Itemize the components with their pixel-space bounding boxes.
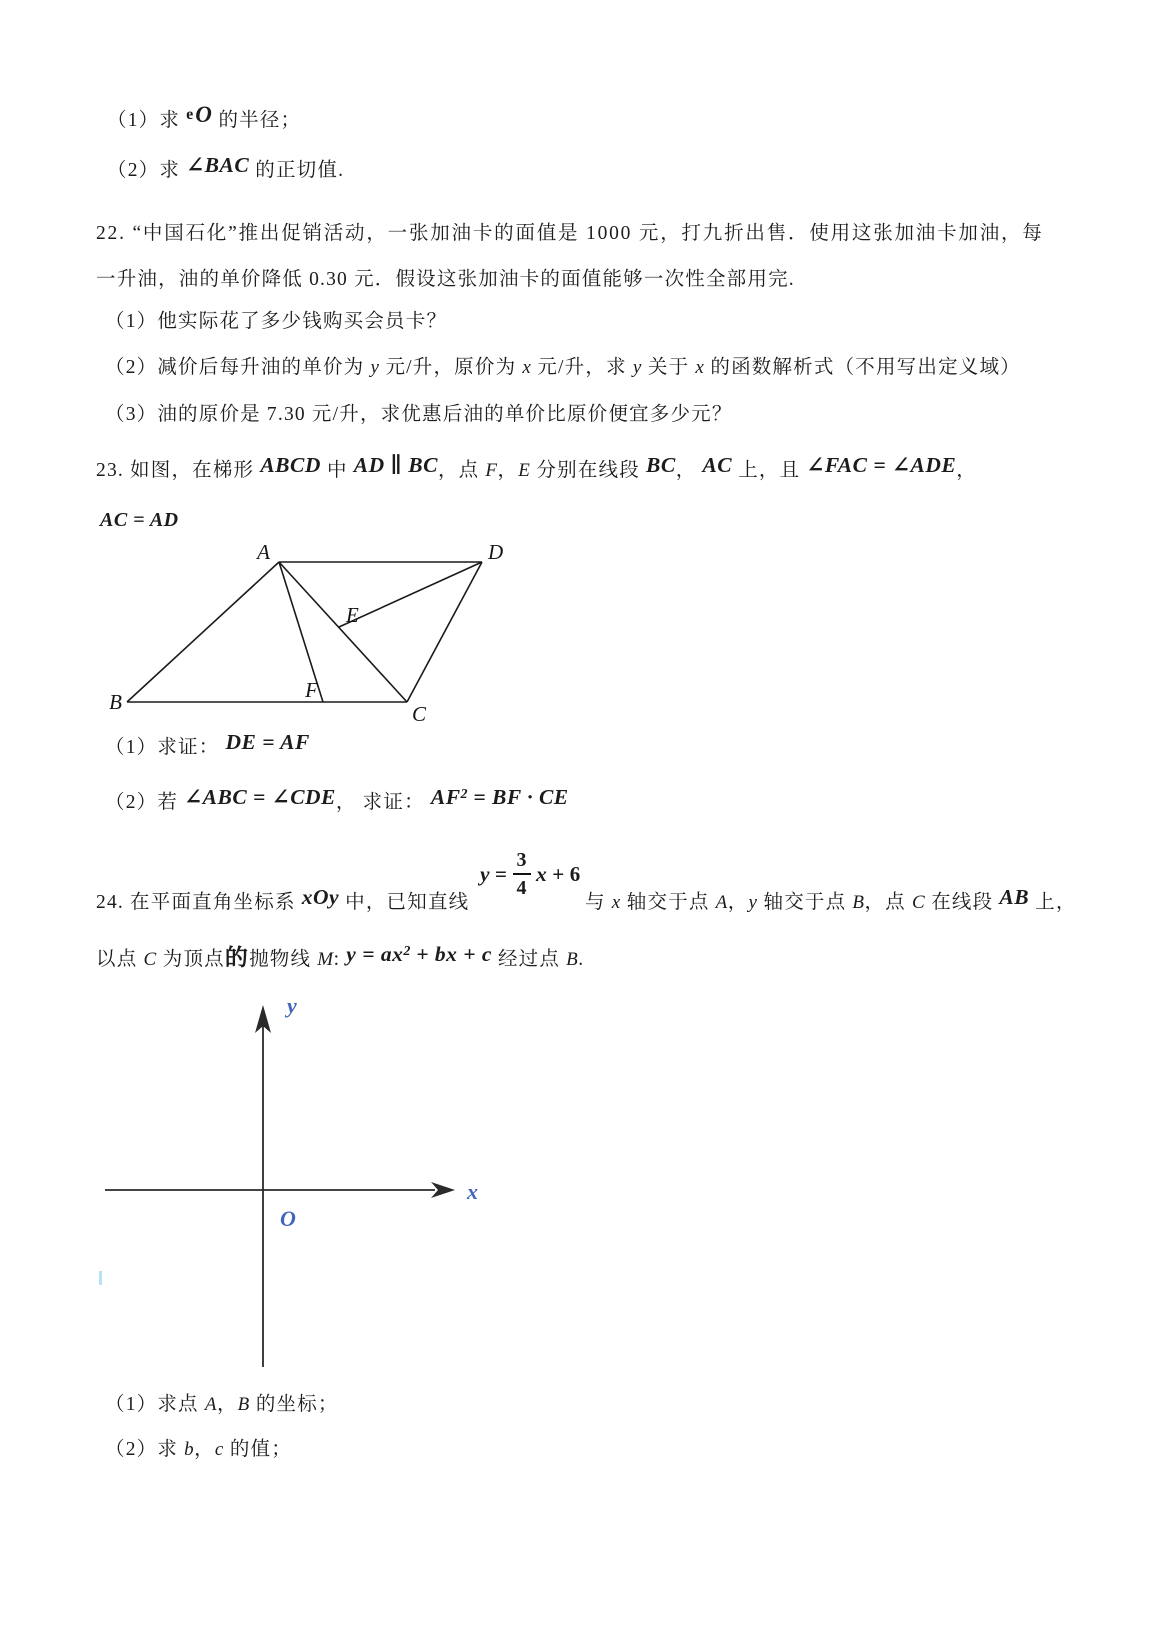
p21-q1-circle-o: O xyxy=(195,102,213,127)
eq-fraction-denominator: 4 xyxy=(513,873,532,898)
p24-line2-var-c: C xyxy=(143,949,157,970)
p22-q2-s3: 关于 xyxy=(641,357,696,378)
p22-q2-s0: （2）减价后每升油的单价为 xyxy=(105,357,371,378)
segment-ed xyxy=(339,562,482,627)
problem-22-line1 xyxy=(96,221,1044,246)
eq-equals: = xyxy=(495,861,508,886)
p24-intro2-var-b: B xyxy=(852,892,865,913)
circle-symbol: e xyxy=(186,106,196,123)
p23-intro-s7: ， xyxy=(956,460,977,481)
p24-intro-s1: 中，已知直线 xyxy=(339,892,470,913)
problem-22-q1 xyxy=(105,309,447,334)
p24-q1-var-a: A xyxy=(204,1394,217,1415)
problem-21-part2 xyxy=(107,152,344,183)
p23-cond-ac-ad: AC = AD xyxy=(100,509,179,531)
p24-intro-xoy: xOy xyxy=(301,885,340,909)
p23-intro-angles: ∠FAC = ∠ADE xyxy=(806,453,957,477)
eq-lhs-y: y xyxy=(480,861,491,886)
p22-line1-text: 22. “中国石化”推出促销活动，一张加油卡的面值是 1000 元，打九折出售．使用这张加油卡加油，每 xyxy=(96,223,1044,244)
p24-line2-s1: 为顶点 xyxy=(156,949,225,970)
p22-line2-text: 一升油，油的单价降低 0.30 元．假设这张加油卡的面值能够一次性全部用完. xyxy=(96,269,795,290)
p24-line2-s3: : xyxy=(333,949,347,970)
p24-intro2-s0: 与 xyxy=(585,892,612,913)
x-axis-label: x xyxy=(467,1179,478,1204)
p24-line2-de-bold: 的 xyxy=(224,945,250,970)
p24-line2-s0: 以点 xyxy=(96,949,144,970)
eq-var-x: x xyxy=(536,861,548,886)
axes-labels xyxy=(280,993,478,1231)
p23-q2-af-superscript: 2 xyxy=(460,787,468,802)
p24-q2-s2: 的值； xyxy=(223,1439,292,1460)
p24-q2-s1: ， xyxy=(194,1439,215,1460)
p24-line2-var-m: M xyxy=(317,949,334,970)
p24-intro2-s5: 在线段 xyxy=(925,892,1000,913)
p23-q1-de-af: DE = AF xyxy=(225,730,310,754)
p23-q1-pre: （1）求证： xyxy=(105,737,226,758)
p24-line2-superscript: 2 xyxy=(403,944,411,959)
p23-intro-s0: 23. 如图，在梯形 xyxy=(96,460,261,481)
p24-q2-var-b: b xyxy=(184,1439,195,1460)
p24-line2-s5: . xyxy=(578,949,585,970)
p21-q1-post: 的半径； xyxy=(212,110,302,131)
p24-q1-s2: 的坐标； xyxy=(249,1394,339,1415)
problem-24-intro-right xyxy=(585,884,1077,916)
p24-q1-s0: （1）求点 xyxy=(105,1394,205,1415)
p24-line2-s4: 经过点 xyxy=(491,949,567,970)
p24-intro2-s2: ， xyxy=(727,892,749,913)
p24-intro2-var-c: C xyxy=(911,892,926,913)
p24-line2-var-b: B xyxy=(566,949,579,970)
eq-plus: + xyxy=(552,861,565,886)
p22-q2-s2: 元/升，求 xyxy=(531,357,633,378)
p21-q2-angle: ∠BAC xyxy=(186,153,250,177)
p23-intro-var-f: F xyxy=(485,460,498,481)
p22-q2-var-x: x xyxy=(522,357,532,378)
point-label-f: F xyxy=(305,678,318,702)
p23-intro-s5: ， xyxy=(675,460,703,481)
eq-fraction-numerator: 3 xyxy=(516,849,528,871)
eq-const-6: 6 xyxy=(569,861,581,886)
p23-intro-ac: AC xyxy=(702,453,733,477)
p23-q2-af: AF xyxy=(430,785,461,809)
p24-intro2-var-a: A xyxy=(715,892,728,913)
p23-intro-bc: BC xyxy=(646,453,676,477)
p22-q2-s4: 的函数解析式（不用写出定义域） xyxy=(704,357,1021,378)
p22-q2-var-y2: y xyxy=(632,357,642,378)
p24-q2-s0: （2）求 xyxy=(105,1439,185,1460)
p23-intro-s4: 分别在线段 xyxy=(530,460,646,481)
p23-q2-s1: ， 求证： xyxy=(335,792,431,813)
p24-intro2-var-y: y xyxy=(748,892,758,913)
p24-q1-var-b: B xyxy=(237,1394,250,1415)
point-label-e: E xyxy=(346,603,359,627)
problem-22-q2 xyxy=(105,355,1021,381)
p23-intro-ad-parallel-bc: AD ∥ BC xyxy=(353,453,438,477)
problem-24-intro-left xyxy=(96,884,469,915)
segment-ac xyxy=(279,562,407,702)
p23-intro-s1: 中 xyxy=(320,460,354,481)
figure-trapezoid-abcd xyxy=(100,527,520,729)
vertex-label-a: A xyxy=(257,540,270,564)
p24-intro2-s6: 上， xyxy=(1029,892,1077,913)
problem-21-part1 xyxy=(107,100,301,133)
problem-24-line2 xyxy=(96,941,584,973)
p24-intro2-s1: 轴交于点 xyxy=(620,892,716,913)
p24-intro2-s3: 轴交于点 xyxy=(757,892,853,913)
axes-lines xyxy=(105,1023,435,1367)
segment-dc xyxy=(407,562,482,702)
p21-q1-pre: （1）求 xyxy=(107,110,187,131)
figure-coordinate-axes xyxy=(95,983,495,1375)
vertex-label-c: C xyxy=(412,702,427,726)
scan-artifact xyxy=(99,1271,102,1285)
p22-q1-text: （1）他实际花了多少钱购买会员卡？ xyxy=(105,311,448,332)
p22-q2-var-y: y xyxy=(370,357,380,378)
axes-arrowheads xyxy=(255,1005,455,1198)
p24-line2-parabola-eq: y = ax xyxy=(346,942,404,966)
p24-q2-var-c: c xyxy=(214,1439,224,1460)
p23-q2-angles: ∠ABC = ∠CDE xyxy=(184,785,336,809)
p23-intro-s6: 上，且 xyxy=(732,460,807,481)
vertex-label-d: D xyxy=(488,540,504,564)
p21-q2-pre: （2）求 xyxy=(107,160,187,181)
p24-intro-s0: 24. 在平面直角坐标系 xyxy=(96,892,302,913)
problem-24-q1 xyxy=(105,1392,339,1418)
p23-q2-s0: （2）若 xyxy=(105,792,185,813)
p24-intro2-ab: AB xyxy=(999,885,1030,909)
p24-q1-s1: ， xyxy=(216,1394,238,1415)
p23-q2-bf-ce: = BF · CE xyxy=(467,785,569,809)
problem-22-q3 xyxy=(105,402,733,427)
eq-fraction xyxy=(513,850,532,898)
p24-intro2-var-x: x xyxy=(611,892,621,913)
p22-q3-text: （3）油的原价是 7.30 元/升，求优惠后油的单价比原价便宜多少元？ xyxy=(105,404,733,425)
p21-q2-post: 的正切值. xyxy=(249,160,345,181)
y-axis-label: y xyxy=(287,993,297,1018)
p23-intro-var-e: E xyxy=(518,460,531,481)
p22-q2-s1: 元/升，原价为 xyxy=(379,357,523,378)
problem-23-q1 xyxy=(105,729,310,760)
problem-23-q2 xyxy=(105,784,569,815)
p22-q2-var-x2: x xyxy=(695,357,705,378)
problem-23-intro xyxy=(96,452,977,484)
p24-line2-s2: 抛物线 xyxy=(249,949,318,970)
p24-line2-parabola-eq2: + bx + c xyxy=(410,942,492,966)
vertex-label-b: B xyxy=(109,690,122,714)
problem-24-q2 xyxy=(105,1437,292,1463)
p24-intro2-s4: ，点 xyxy=(864,892,912,913)
p23-intro-s2: ，点 xyxy=(437,460,486,481)
origin-label: O xyxy=(280,1206,296,1231)
problem-22-line2 xyxy=(96,267,795,292)
segment-ab xyxy=(127,562,279,702)
p23-intro-abcd: ABCD xyxy=(260,453,321,477)
p23-intro-s3: ， xyxy=(497,460,519,481)
line-equation xyxy=(480,843,581,905)
